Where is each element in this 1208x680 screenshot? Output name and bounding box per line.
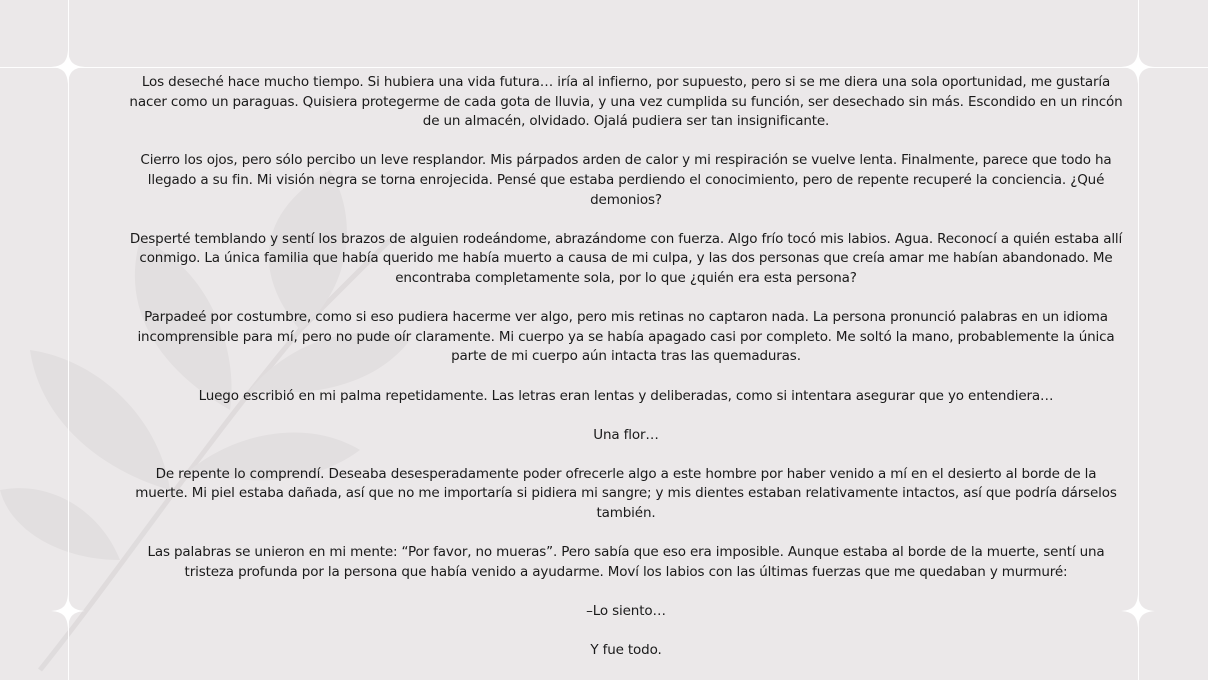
sparkle-icon: [51, 50, 85, 84]
story-text: [128, 73, 1124, 661]
paragraph: Cierro los ojos, pero sólo percibo un leve resplandor. Mis párpados arden de calor y mi respiración se vuelve lenta. Finalmente, parece que todo ha llegado a su fin. Mi visión negra se torna enrojecida. Pensé que estaba perdiendo el conocimiento, pero de repente recuperé la conciencia. ¿Qué demonios?: [140, 152, 1112, 208]
frame-line-top: [0, 67, 1208, 68]
paragraph: Luego escribió en mi palma repetidamente. Las letras eran lentas y deliberadas, como si intentara asegurar que yo entendiera…: [198, 387, 1054, 404]
sparkle-icon: [1121, 594, 1155, 628]
sparkle-icon: [51, 594, 85, 628]
paragraph: Las palabras se unieron en mi mente: “Por favor, no mueras”. Pero sabía que eso era imposible. Aunque estaba al borde de la muerte, sentí una tristeza profunda por la persona que había venido a ayudarme. Moví los labios con las últimas fuerzas que me quedaban y murmuré:: [147, 544, 1105, 580]
paragraph: Una flor…: [593, 426, 659, 443]
paragraph: Desperté temblando y sentí los brazos de alguien rodeándome, abrazándome con fuerza. Algo frío tocó mis labios. Agua. Reconocí a quién estaba allí conmigo. La única familia que había querido me había muerto a causa de mi culpa, y las dos personas que creía amar me habían abandonado. Me encontraba completamente sola, por lo que ¿quién era esta persona?: [129, 230, 1123, 286]
paragraph: De repente lo comprendí. Deseaba desesperadamente poder ofrecerle algo a este hombre por haber venido a mí en el desierto al borde de la muerte. Mi piel estaba dañada, así que no me importaría si pidiera mi sangre; y mis dientes estaban relativamente intactos, así que podría dárselos también.: [135, 465, 1117, 522]
paragraph: Los deseché hace mucho tiempo. Si hubiera una vida futura… iría al infierno, por supuesto, pero si se me diera una sola oportunidad, me gustaría nacer como un paraguas. Quisiera protegerme de cada gota de lluvia, y una vez cumplida su función, ser desechado sin más. Escondido en un rincón de un almacén, olvidado. Ojalá pudiera ser tan insignificante.: [129, 74, 1123, 130]
frame-line-left: [68, 0, 69, 680]
frame-line-right: [1138, 0, 1139, 680]
sparkle-icon: [1121, 50, 1155, 84]
paragraph: –Lo siento…: [586, 603, 666, 620]
paragraph: Y fue todo.: [590, 642, 662, 659]
paragraph: Parpadeé por costumbre, como si eso pudiera hacerme ver algo, pero mis retinas no captaron nada. La persona pronunció palabras en un idioma incomprensible para mí, pero no pude oír claramente. Mi cuerpo ya se había apagado casi por completo. Me soltó la mano, probablemente la única parte de mi cuerpo aún intacta tras las quemaduras.: [137, 309, 1115, 365]
